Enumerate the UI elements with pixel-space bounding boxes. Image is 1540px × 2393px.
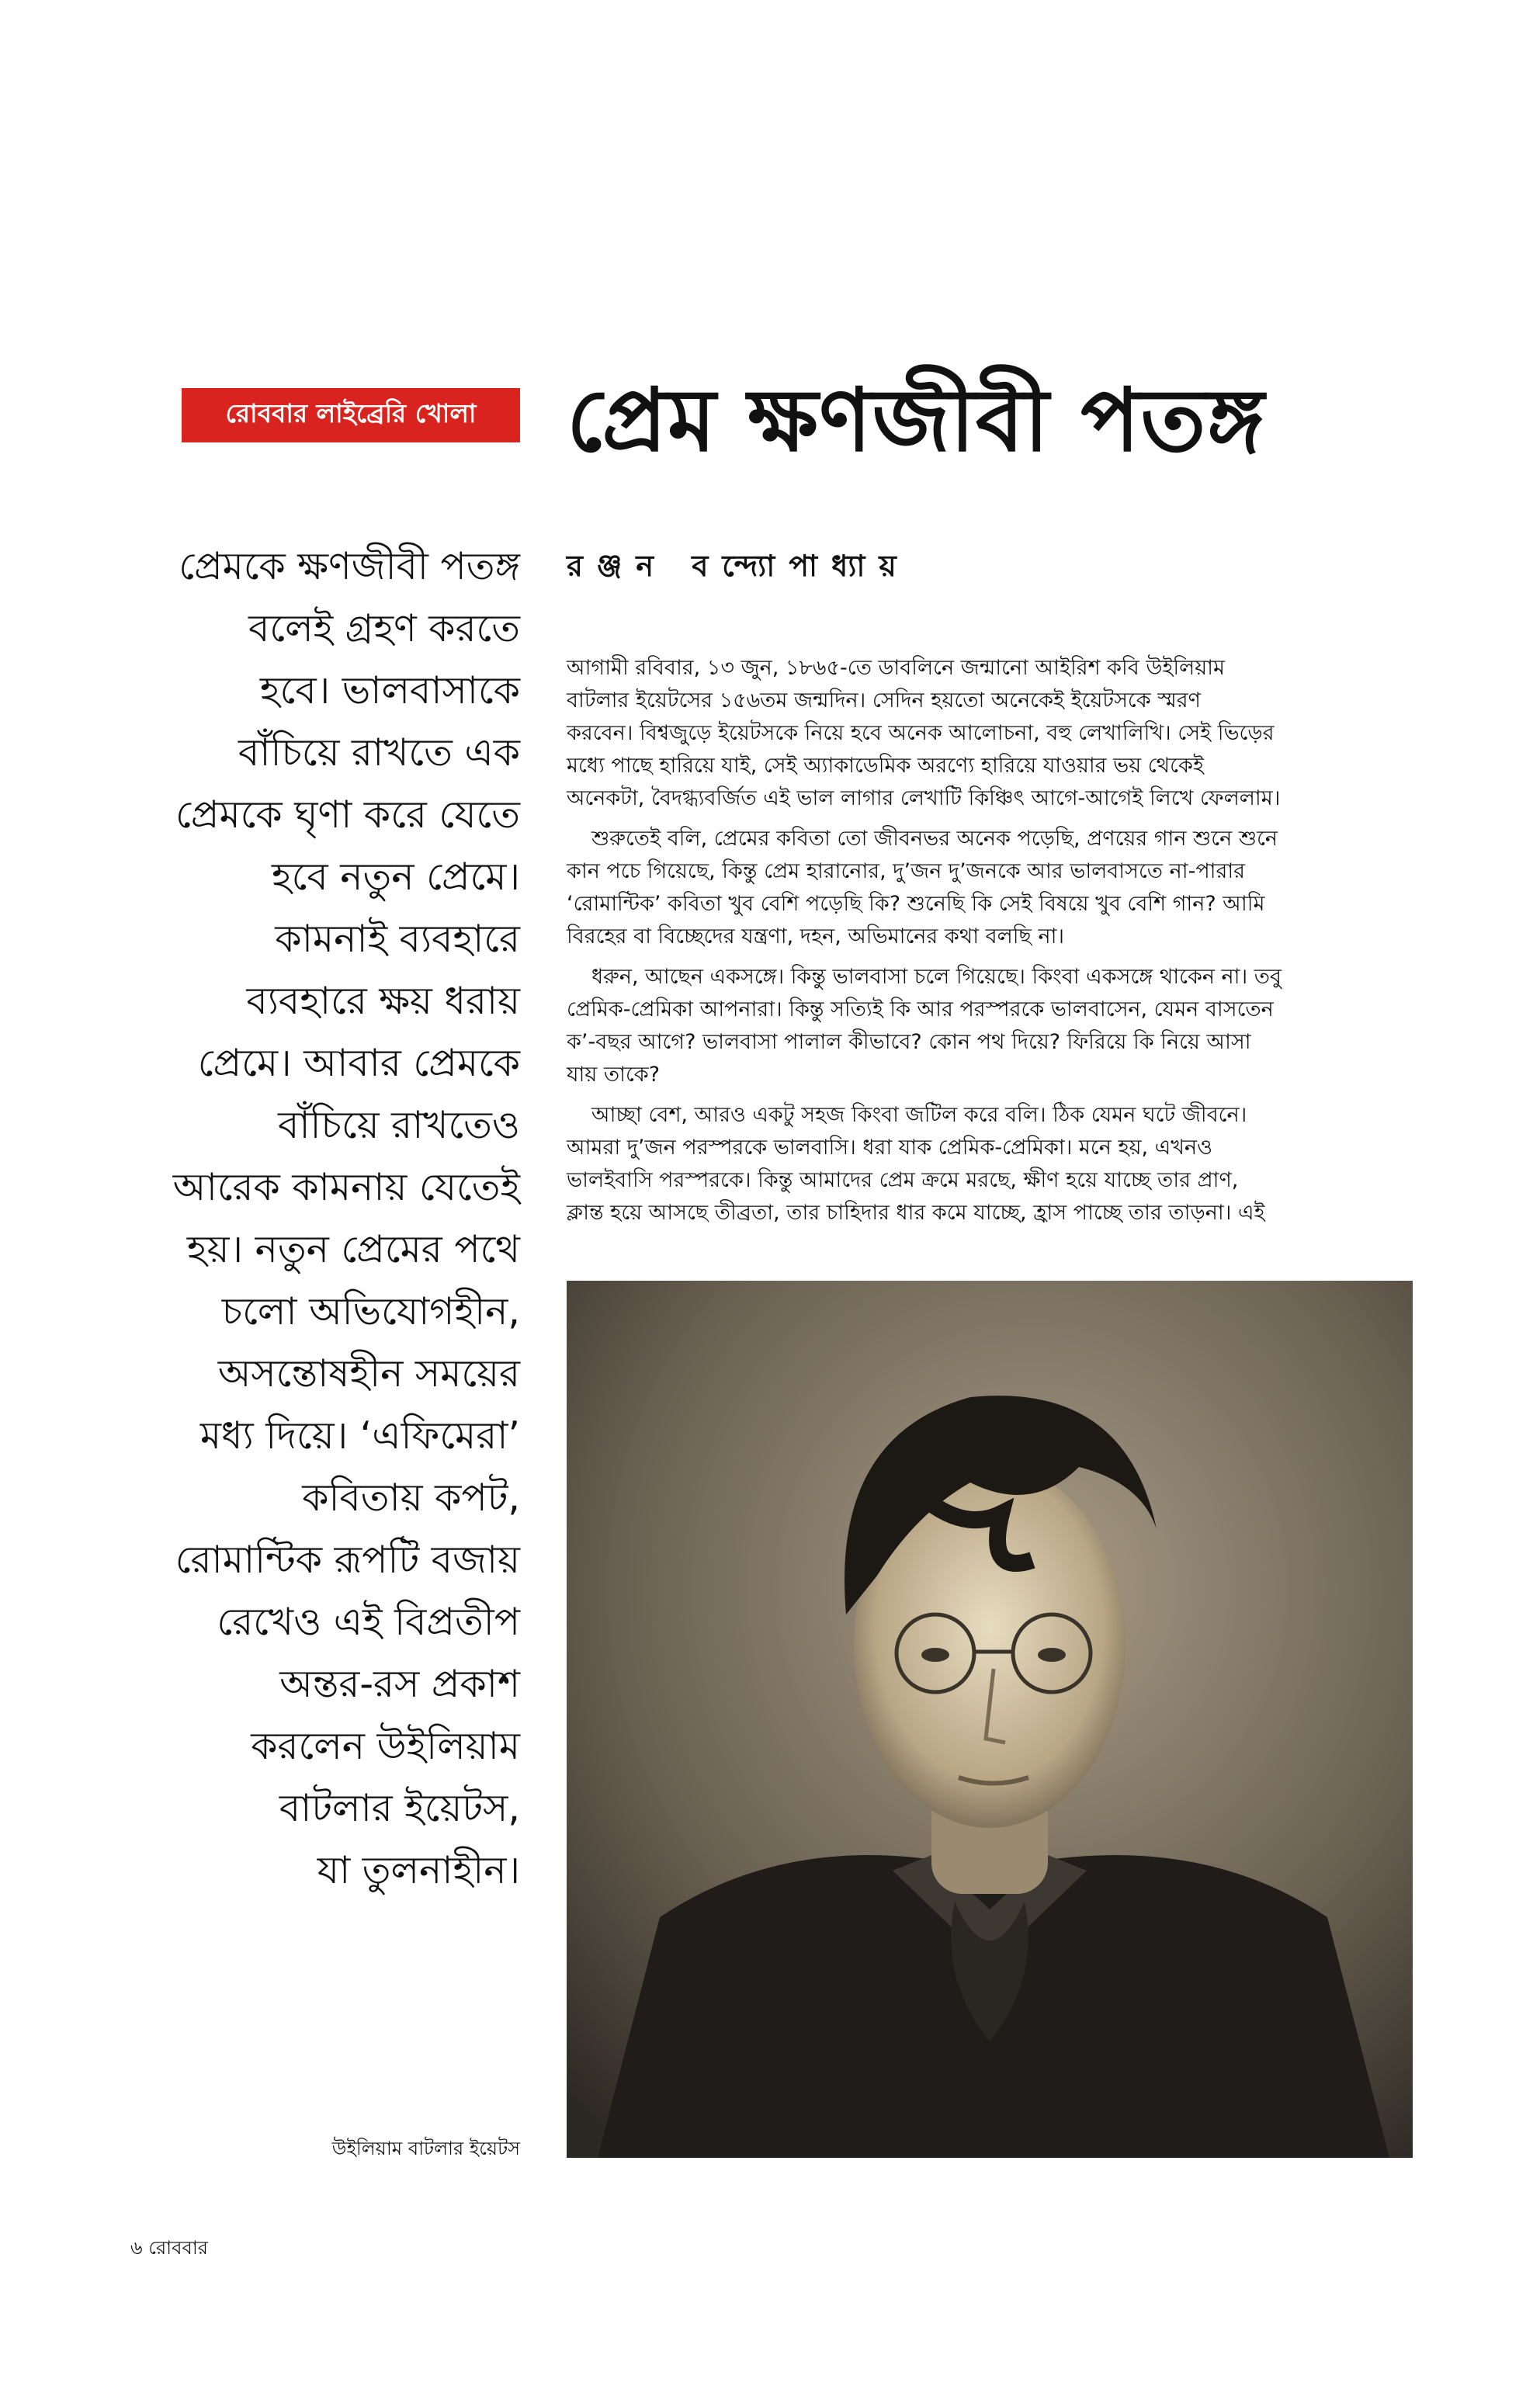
- page-folio: ৬ রোববার: [130, 2237, 209, 2259]
- body-line: বাটলার ইয়েটসের ১৫৬তম জন্মদিন। সেদিন হয়তো অনেকেই ইয়েটসকে স্মরণ: [567, 688, 1201, 713]
- pull-quote-line: আরেক কামনায় যেতেই: [172, 1165, 520, 1209]
- body-line: ‘রোমান্টিক’ কবিতা খুব বেশি পড়েছি কি? শুনেছি কি সেই বিষয়ে খুব বেশি গান? আমি: [567, 892, 1265, 916]
- body-line: আমরা দু’জন পরস্পরকে ভালবাসি। ধরা যাক প্রেমিক-প্রেমিকা। মনে হয়, এখনও: [567, 1136, 1212, 1160]
- portrait-illustration: [567, 1281, 1413, 2158]
- section-tag: রোববার লাইব্রেরি খোলা: [182, 388, 520, 442]
- body-line: প্রেমিক-প্রেমিকা আপনারা। কিন্তু সত্যিই কি আর পরস্পরকে ভালবাসেন, যেমন বাসতেন: [567, 997, 1274, 1021]
- body-line: অনেকটা, বৈদগ্ধ্যবর্জিত এই ভাল লাগার লেখাটি কিঞ্চিৎ আগে-আগেই লিখে ফেললাম।: [567, 786, 1281, 810]
- headline: প্রেম ক্ষণজীবী পতঙ্গ: [567, 370, 1265, 471]
- body-line: আচ্ছা বেশ, আরও একটু সহজ কিংবা জটিল করে বলি। ঠিক যেমন ঘটে জীবনে।: [591, 1103, 1247, 1127]
- pull-quote-line: কবিতায় কপট,: [302, 1476, 520, 1520]
- paragraph-1: [567, 652, 1420, 815]
- pull-quote-line: হবে। ভালবাসাকে: [259, 668, 520, 713]
- article-body: [567, 652, 1420, 1237]
- pull-quote-line: বাঁচিয়ে রাখতে এক: [238, 730, 520, 775]
- body-line: ক্লান্ত হয়ে আসছে তীব্রতা, তার চাহিদার ধার কমে যাচ্ছে, হ্রাস পাচ্ছে তার তাড়না। এই: [567, 1201, 1265, 1225]
- pull-quote-line: মধ্য দিয়ে। ‘এফিমেরা’: [199, 1413, 520, 1458]
- body-line: মধ্যে পাছে হারিয়ে যাই, সেই অ্যাকাডেমিক অরণ্যে হারিয়ে যাওয়ার ভয় থেকেই: [567, 754, 1204, 778]
- pull-quote-line: হয়। নতুন প্রেমের পথে: [186, 1227, 520, 1271]
- body-line: বিরহের বা বিচ্ছেদের যন্ত্রণা, দহন, অভিমানের কথা বলছি না।: [567, 924, 1065, 949]
- pull-quote-line: কামনাই ব্যবহারে: [275, 917, 520, 961]
- pull-quote-line: হবে নতুন প্রেমে।: [272, 855, 520, 899]
- pull-quote-line: ব্যবহারে ক্ষয় ধরায়: [246, 979, 520, 1023]
- pull-quote-line: প্রেমে। আবার প্রেমকে: [197, 1041, 520, 1085]
- pull-quote-line: রেখেও এই বিপ্রতীপ: [217, 1600, 520, 1644]
- paragraph-4: [567, 1099, 1420, 1229]
- pull-quote-line: বলেই গ্রহণ করতে: [248, 606, 520, 650]
- portrait-photo: [567, 1281, 1413, 2158]
- body-line: ধরুন, আছেন একসঙ্গে। কিন্তু ভালবাসা চলে গিয়েছে। কিংবা একসঙ্গে থাকেন না। তবু: [591, 965, 1282, 989]
- photo-caption: উইলিয়াম বাটলার ইয়েটস: [331, 2138, 520, 2159]
- pull-quote-line: যা তুলনাহীন।: [317, 1848, 520, 1892]
- pull-quote: [78, 536, 520, 1902]
- pull-quote-line: অন্তর-রস প্রকাশ: [279, 1662, 520, 1706]
- pull-quote-line: বাটলার ইয়েটস,: [279, 1786, 520, 1830]
- pull-quote-line: প্রেমকে ঘৃণা করে যেতে: [175, 792, 520, 837]
- body-line: শুরুতেই বলি, প্রেমের কবিতা তো জীবনভর অনেক পড়েছি, প্রণয়ের গান শুনে শুনে: [591, 827, 1278, 851]
- pull-quote-line: করলেন উইলিয়াম: [251, 1724, 520, 1768]
- body-line: করবেন। বিশ্বজুড়ে ইয়েটসকে নিয়ে হবে অনেক আলোচনা, বহু লেখালিখি। সেই ভিড়ের: [567, 721, 1275, 745]
- body-line: ক’-বছর আগে? ভালবাসা পালাল কীভাবে? কোন পথ দিয়ে? ফিরিয়ে কি নিয়ে আসা: [567, 1030, 1251, 1054]
- paragraph-3: [567, 961, 1420, 1091]
- body-line: ভালইবাসি পরস্পরকে। কিন্তু আমাদের প্রেম ক্রমে মরছে, ক্ষীণ হয়ে যাচ্ছে তার প্রাণ,: [567, 1168, 1239, 1192]
- pull-quote-line: রোমান্টিক রূপটি বজায়: [175, 1538, 520, 1582]
- body-line: যায় তাকে?: [567, 1063, 661, 1087]
- pull-quote-line: বাঁচিয়ে রাখতেও: [278, 1103, 520, 1147]
- pull-quote-line: চলো অভিযোগহীন,: [221, 1289, 520, 1333]
- paragraph-2: [567, 823, 1420, 953]
- body-line: আগামী রবিবার, ১৩ জুন, ১৮৬৫-তে ডাবলিনে জন্মানো আইরিশ কবি উইলিয়াম: [567, 656, 1226, 680]
- byline: রঞ্জন বন্দ্যোপাধ্যায়: [567, 549, 910, 583]
- pull-quote-line: অসন্তোষহীন সময়ের: [217, 1351, 520, 1396]
- body-line: কান পচে গিয়েছে, কিন্তু প্রেম হারানোর, দু’জন দু’জনকে আর ভালবাসতে না-পারার: [567, 859, 1246, 883]
- pull-quote-line: প্রেমকে ক্ষণজীবী পতঙ্গ: [179, 544, 520, 588]
